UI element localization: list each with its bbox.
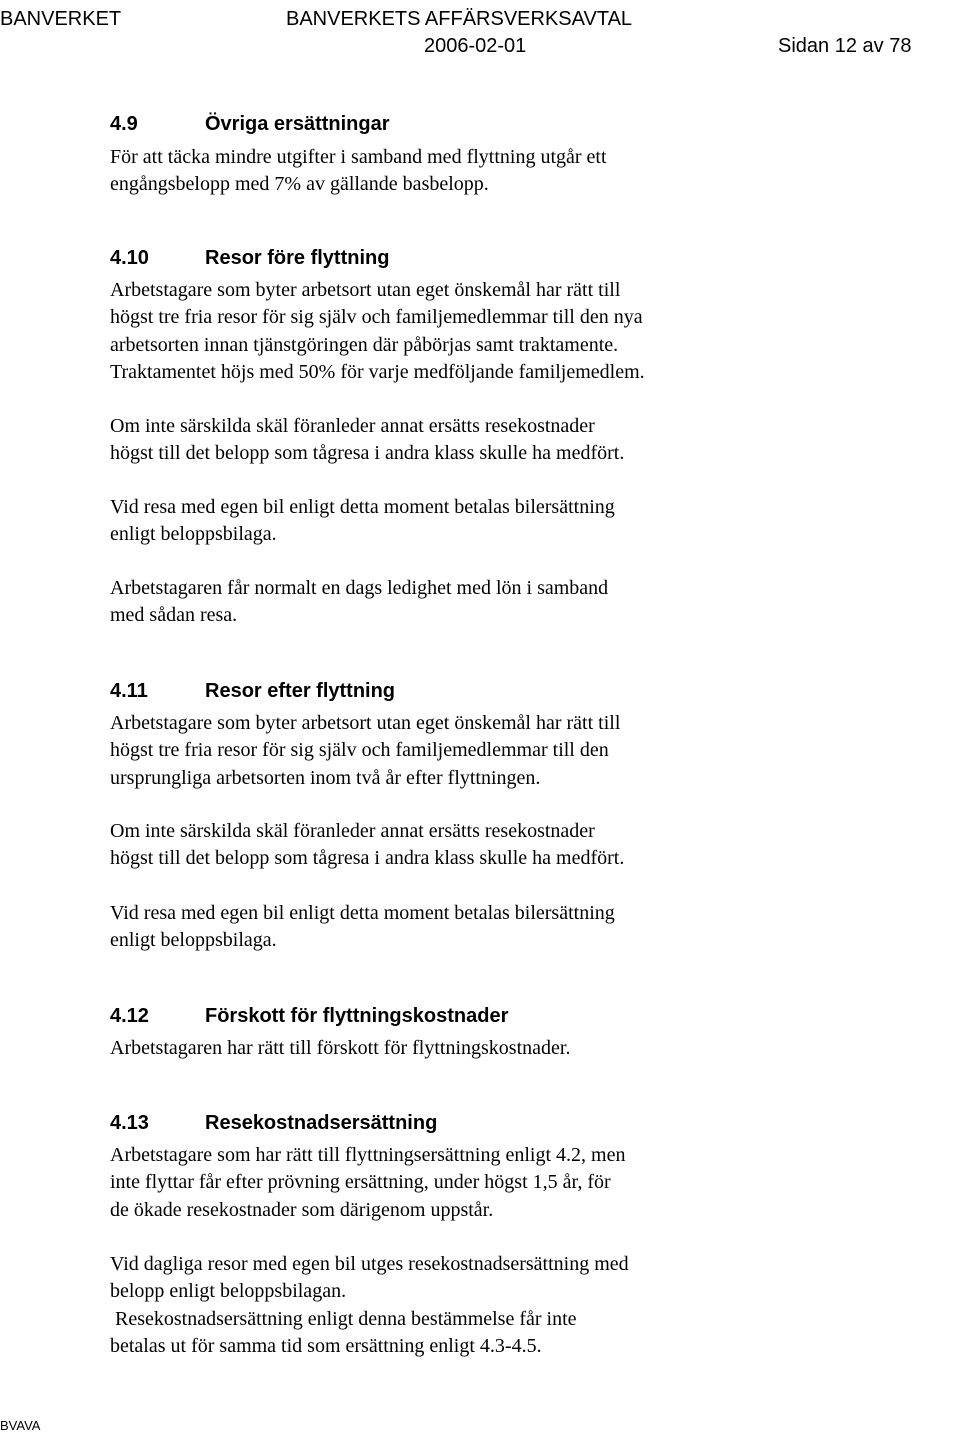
text-line: Vid resa med egen bil enligt detta moment betalas bilersättning — [110, 902, 615, 924]
text-line: Arbetstagare som har rätt till flyttningsersättning enligt 4.2, men — [110, 1144, 626, 1166]
text-line: Arbetstagare som byter arbetsort utan eget önskemål har rätt till — [110, 279, 621, 301]
paragraph — [110, 1251, 870, 1360]
text-line: Vid resa med egen bil enligt detta moment betalas bilersättning — [110, 496, 615, 518]
section-number: 4.11 — [110, 680, 148, 702]
text-line: Arbetstagaren har rätt till förskott för flyttningskostnader. — [110, 1037, 571, 1059]
text-line: Vid dagliga resor med egen bil utges resekostnadsersättning med — [110, 1253, 629, 1275]
text-line: de ökade resekostnader som därigenom uppstår. — [110, 1198, 494, 1221]
text-line: ursprungliga arbetsorten inom två år efter flyttningen. — [110, 766, 541, 789]
text-line: med sådan resa. — [110, 604, 238, 627]
section-heading-4-10 — [110, 246, 389, 270]
section-number: 4.13 — [110, 1112, 149, 1134]
paragraph — [110, 818, 870, 873]
paragraph — [110, 575, 870, 630]
text-line: Om inte särskilda skäl föranleder annat ersätts resekostnader — [110, 415, 595, 437]
text-line: betalas ut för samma tid som ersättning enligt 4.3-4.5. — [110, 1334, 542, 1357]
paragraph — [110, 144, 870, 199]
paragraph — [110, 1035, 870, 1062]
text-line: Arbetstagaren får normalt en dags ledighet med lön i samband — [110, 577, 609, 599]
text-line: engångsbelopp med 7% av gällande basbelopp. — [110, 173, 489, 196]
text-line: enligt beloppsbilaga. — [110, 929, 277, 952]
text-line: Om inte särskilda skäl föranleder annat ersätts resekostnader — [110, 820, 595, 842]
header-page-number: Sidan 12 av 78 — [778, 35, 912, 57]
paragraph — [110, 900, 870, 955]
section-number: 4.12 — [110, 1005, 149, 1027]
paragraph — [110, 494, 870, 549]
section-heading-4-11 — [110, 679, 395, 703]
text-line: högst tre fria resor för sig själv och familjemedlemmar till den — [110, 739, 609, 762]
text-line: Arbetstagare som byter arbetsort utan eget önskemål har rätt till — [110, 712, 621, 734]
paragraph — [110, 413, 870, 468]
text-line: Resekostnadsersättning enligt denna bestämmelse får inte — [110, 1307, 577, 1330]
section-title: Förskott för flyttningskostnader — [205, 1005, 509, 1027]
section-heading-4-9 — [110, 112, 390, 136]
section-title: Resor före flyttning — [205, 247, 390, 269]
footer-label: BVAVA — [0, 1418, 41, 1433]
section-heading-4-12 — [110, 1004, 508, 1028]
text-line: högst till det belopp som tågresa i andra klass skulle ha medfört. — [110, 847, 625, 870]
paragraph — [110, 277, 870, 386]
section-number: 4.10 — [110, 247, 149, 269]
text-line: Traktamentet höjs med 50% för varje medföljande familjemedlem. — [110, 360, 645, 383]
text-line: arbetsorten innan tjänstgöringen där påbörjas samt traktamente. — [110, 333, 619, 356]
text-line: För att täcka mindre utgifter i samband med flyttning utgår ett — [110, 146, 607, 168]
paragraph — [110, 1142, 870, 1224]
section-number: 4.9 — [110, 113, 138, 135]
text-line: högst till det belopp som tågresa i andra klass skulle ha medfört. — [110, 442, 625, 465]
section-heading-4-13 — [110, 1111, 437, 1135]
paragraph — [110, 710, 870, 792]
header-date: 2006-02-01 — [424, 35, 527, 57]
header-org: BANVERKET — [0, 8, 122, 30]
section-title: Övriga ersättningar — [205, 113, 390, 135]
header-title: BANVERKETS AFFÄRSVERKSAVTAL — [286, 8, 633, 30]
text-line: inte flyttar får efter prövning ersättning, under högst 1,5 år, för — [110, 1171, 611, 1194]
text-line: belopp enligt beloppsbilagan. — [110, 1280, 347, 1303]
text-line: enligt beloppsbilaga. — [110, 523, 277, 546]
section-title: Resor efter flyttning — [205, 680, 396, 702]
section-title: Resekostnadsersättning — [205, 1112, 438, 1134]
text-line: högst tre fria resor för sig själv och familjemedlemmar till den nya — [110, 306, 643, 329]
